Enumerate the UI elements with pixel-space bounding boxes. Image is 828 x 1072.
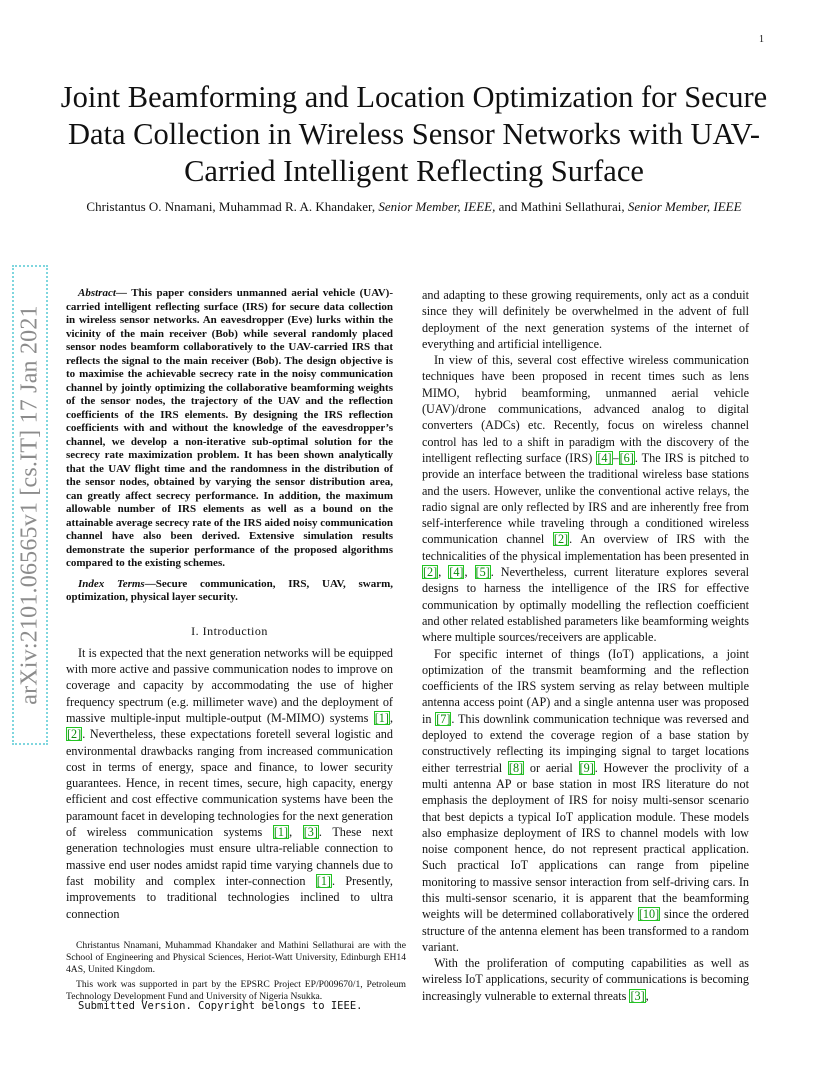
text-run: , bbox=[645, 988, 649, 1003]
text-run: In view of this, several cost effective wireless communication techniques have been proposed in recent times such as lens MIMO, hybrid beamforming, unmanned aerial vehicle (UAV)/drone communications, advanced analog to digital converters (ADCs) etc. Recently, focus on wireless channel control has led to a shift in paradigm with the discovery of the intelligent reflecting surface (IRS) bbox=[422, 353, 749, 465]
citation-link[interactable]: [4] bbox=[449, 565, 464, 580]
right-paragraph-4 bbox=[422, 955, 749, 1004]
citation-link[interactable]: [2] bbox=[67, 727, 82, 742]
intro-paragraph-1 bbox=[66, 645, 393, 922]
abstract-lead: Abstract bbox=[78, 287, 116, 299]
authors-text-2: and Mathini Sellathurai, bbox=[495, 199, 628, 214]
abstract-text: — This paper considers unmanned aerial vehicle (UAV)-carried intelligent reflecting surface (IRS) for secure data collection in wireless sensor networks. An eavesdropper (Eve) lurks within the vicinity of the main receiver (Bob) while several randomly placed sensor nodes beamform collaboratively to the UAV-carried IRS that reflects the signal to the main receiver (Bob). The design objective is to maximise the achievable secrecy rate in the noisy communication channel by jointly optimizing the collaborative beamforming weights of the sensor nodes, the trajectory of the UAV and the reflection coefficients of the IRS elements. By designing the IRS reflection coefficients with and without the knowledge of the eavesdropper’s channel, we develop a non-iterative sub-optimal solution for the secrecy rate maximization problem. It has been shown analytically that the UAV flight time and the randomness in the distribution of the sensor nodes, obtained by varying the sensor distribution area, can greatly affect secrecy performance. In addition, the maximum allowable number of IRS elements as well as a bound on the attainable average secrecy rate of the IRS aided noisy communication channel have also been derived. Extensive simulation results demonstrate the superior performance of the proposed algorithms compared to the existing schemes. bbox=[66, 287, 393, 569]
citation-link[interactable]: [9] bbox=[579, 760, 594, 775]
authors-text-1: Christantus O. Nnamani, Muhammad R. A. Khandaker, bbox=[86, 199, 379, 214]
submitted-notice: Submitted Version. Copyright belongs to IEEE. bbox=[78, 1000, 363, 1012]
citation-link[interactable]: [1] bbox=[273, 825, 289, 840]
text-run: With the proliferation of computing capabilities as well as wireless IoT applications, security of communications is becoming increasingly vulnerable to external threats bbox=[422, 956, 749, 1003]
author-footnote bbox=[66, 940, 406, 1005]
text-run: , bbox=[438, 565, 449, 580]
right-column bbox=[422, 287, 749, 1004]
left-column bbox=[66, 287, 393, 922]
citation-link[interactable]: [7] bbox=[436, 711, 451, 726]
citation-link[interactable]: [4] bbox=[597, 450, 612, 465]
citation-link[interactable]: [5] bbox=[475, 565, 490, 580]
text-run: . Nevertheless, these expectations foretell several logistic and environmental drawbacks ranging from increased communication cost in terms of energy, space and finance, to lower security guarantees. Hence, in recent times, secure, high capacity, energy efficient and cost effective communication systems have been the paramount facet in developing technologies for the next generation of wireless communication systems bbox=[66, 727, 393, 840]
text-run: . This downlink communication technique was reversed and deployed to extend the coverage region of a base station by constructively reflecting its impinging signal to target locations either terrestrial bbox=[422, 711, 749, 775]
right-paragraph-2 bbox=[422, 352, 749, 645]
author-role-1: Senior Member, IEEE, bbox=[378, 199, 496, 214]
text-run: . These next generation technologies must ensure ultra-reliable connection to massive end user nodes amidst rapid time varying channels due to fast mobility and complex inter-connection bbox=[66, 825, 393, 888]
abstract bbox=[66, 287, 393, 571]
text-run: , bbox=[289, 825, 303, 840]
text-run: . Presently, improvements to traditional technologies inclined to ultra connection bbox=[66, 873, 393, 921]
text-run: since the ordered structure of the antenna element has been transformed to a random variant. bbox=[422, 907, 750, 954]
paper-title: Joint Beamforming and Location Optimization for Secure Data Collection in Wireless Sensor Networks with UAV-Carried Intelligent Reflecting Surface bbox=[60, 80, 768, 188]
text-run: . Nevertheless, current literature explores several designs to harness the intelligence of the IRS for effective communication by optimally modelling the reflection coefficient and other related established parameters like beamforming weights where multiple sources/receivers are applicable. bbox=[422, 565, 750, 645]
citation-link[interactable]: [3] bbox=[303, 825, 318, 840]
text-run: It is expected that the next generation networks will be equipped with more active and passive communication nodes to improve on coverage and capacity by accommodating the use of higher frequency spectrum (e.g. millimeter wave) and the deployment of massive multiple-input multiple-output (M-MIMO) systems bbox=[66, 645, 393, 725]
text-run: For specific internet of things (IoT) applications, a joint optimization of the transmit beamforming and the reflection coefficients of the IRS system serving as relay between multiple antenna access point (AP) and a single antenna user was proposed in bbox=[422, 646, 749, 726]
footnote-funding: This work was supported in part by the EPSRC Project EP/P009670/1, Petroleum Technology Development Fund and University of Nigeria Nsukka. bbox=[66, 978, 406, 1002]
page-number: 1 bbox=[759, 34, 764, 45]
citation-link[interactable]: [1] bbox=[316, 873, 331, 888]
text-run: – bbox=[612, 450, 619, 465]
author-role-2: Senior Member, IEEE bbox=[627, 199, 742, 214]
footnote-affiliation: Christantus Nnamani, Muhammad Khandaker and Mathini Sellathurai are with the School of Engineering and Physical Sciences, Heriot-Watt University, Edinburgh EH14 4AS, United Kingdom. bbox=[66, 940, 406, 976]
citation-link[interactable]: [6] bbox=[619, 450, 634, 465]
citation-link[interactable]: [3] bbox=[630, 988, 645, 1003]
citation-link[interactable]: [8] bbox=[508, 760, 524, 775]
right-paragraph-3 bbox=[422, 646, 749, 956]
text-run: , bbox=[464, 565, 475, 580]
text-run: . The IRS is pitched to provide an interface between the traditional wireless base stations and the users. However, unlike the conventional active relays, the radio signal are only reflected by IRS and are inherently free from self-interference while traveling through a conditioned wireless communication channel bbox=[422, 450, 749, 547]
citation-link[interactable]: [1] bbox=[374, 710, 389, 725]
index-terms bbox=[66, 578, 393, 605]
section-heading-introduction: I. Introduction bbox=[191, 623, 268, 638]
citation-link[interactable]: [2] bbox=[553, 532, 569, 547]
text-run: . An overview of IRS with the technicalities of the physical implementation has been presented in bbox=[422, 532, 749, 563]
right-paragraph-1: and adapting to these growing requirements, only act as a conduit since they will definitely be overwhelmed in the advent of full deployment of the next generation systems of the internet of everything and artificial intelligence. bbox=[422, 288, 749, 351]
text-run: . However the proclivity of a multi antenna AP or base station in most IRS literature do not emphasis the deployment of IRS for noisy multi-sensor scenario that best depicts a typical IoT application module. These models also emphasize deployment of IRS to channel models with low noise component hence, do not represent practical application. Such practical IoT applications can range from pipeline monitoring to massive sensor interaction from self-driving cars. In this multi-sensor scenario, it is apparent that the beamforming weights will be determined collaboratively bbox=[422, 760, 749, 922]
arxiv-stamp[interactable] bbox=[12, 265, 48, 745]
citation-link[interactable]: [2] bbox=[423, 565, 438, 580]
text-run: or aerial bbox=[524, 760, 579, 775]
arxiv-identifier[interactable]: arXiv:2101.06565v1 [cs.IT] 17 Jan 2021 bbox=[16, 305, 43, 705]
author-line bbox=[60, 198, 768, 216]
index-terms-text: —Secure communication, IRS, UAV, swarm, optimization, physical layer security. bbox=[66, 577, 393, 603]
index-terms-lead: Index Terms bbox=[78, 577, 145, 590]
text-run: , bbox=[389, 710, 393, 725]
citation-link[interactable]: [10] bbox=[638, 907, 660, 922]
